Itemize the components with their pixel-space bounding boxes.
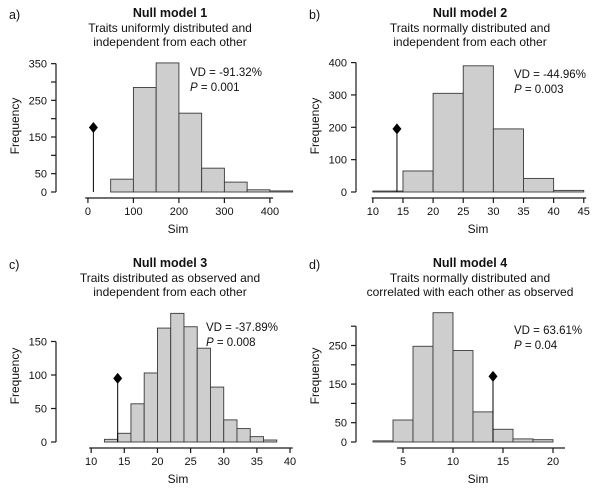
svg-text:5: 5 <box>399 456 407 468</box>
p-value: P = 0.001 <box>190 82 240 94</box>
svg-text:150: 150 <box>28 336 47 349</box>
svg-text:150: 150 <box>28 132 47 144</box>
svg-text:40: 40 <box>283 456 297 468</box>
stats-annotation <box>514 68 586 98</box>
svg-text:0: 0 <box>340 187 347 199</box>
svg-text:35: 35 <box>517 206 530 218</box>
svg-text:250: 250 <box>28 95 47 108</box>
x-axis-label: Sim <box>467 222 489 236</box>
svg-text:15: 15 <box>396 206 410 218</box>
y-axis-label: Frequency <box>8 97 22 155</box>
panel-tag: a) <box>9 8 21 22</box>
svg-text:50: 50 <box>34 168 47 181</box>
vd-value: VD = -37.89% <box>206 322 278 334</box>
svg-text:10: 10 <box>446 456 460 468</box>
svg-text:30: 30 <box>487 206 500 218</box>
svg-text:300: 300 <box>328 89 347 102</box>
panel-subtitle-line1: Traits uniformly distributed and <box>88 20 252 35</box>
x-axis-label: Sim <box>167 222 189 236</box>
svg-text:35: 35 <box>250 456 264 468</box>
svg-text:15: 15 <box>118 456 131 468</box>
svg-text:0: 0 <box>340 437 347 449</box>
panel-d <box>300 250 600 500</box>
observed-value-diamond-marker <box>113 373 122 384</box>
svg-text:10: 10 <box>85 456 98 468</box>
observed-value-diamond-marker <box>392 123 401 134</box>
observed-value-diamond-marker <box>489 371 498 382</box>
panel-subtitle-line1: Traits distributed as observed and <box>79 270 261 285</box>
svg-text:0: 0 <box>40 187 47 199</box>
svg-text:20: 20 <box>151 456 164 468</box>
svg-text:200: 200 <box>169 206 189 218</box>
panel-subtitle-line2: independent from each other <box>93 285 247 299</box>
svg-text:400: 400 <box>328 57 347 70</box>
observed-value-diamond-marker <box>89 122 98 133</box>
stats-annotation <box>206 321 278 351</box>
stats-annotation <box>514 324 582 354</box>
svg-text:50: 50 <box>334 417 347 430</box>
svg-text:0: 0 <box>40 437 47 449</box>
svg-text:250: 250 <box>328 340 347 353</box>
y-axis-label: Frequency <box>308 347 322 405</box>
histogram-plot-c <box>0 250 300 500</box>
svg-text:50: 50 <box>34 403 47 416</box>
svg-text:300: 300 <box>215 206 234 218</box>
panel-title: Null model 1 <box>132 6 208 20</box>
svg-text:350: 350 <box>28 58 47 71</box>
svg-text:100: 100 <box>28 369 47 382</box>
vd-value: VD = 63.61% <box>514 325 583 337</box>
panel-title: Null model 4 <box>432 256 508 270</box>
svg-text:10: 10 <box>366 206 379 218</box>
svg-text:15: 15 <box>496 456 510 468</box>
panel-subtitle-line1: Traits normally distributed and <box>389 270 551 285</box>
histogram-plot-a <box>0 0 300 250</box>
svg-text:100: 100 <box>124 206 143 218</box>
svg-text:0: 0 <box>84 206 91 218</box>
svg-text:200: 200 <box>328 122 347 135</box>
panel-tag: b) <box>309 8 321 22</box>
panel-subtitle-line2: correlated with each other as observed <box>366 285 574 299</box>
svg-text:20: 20 <box>546 456 560 468</box>
histogram-plot-b <box>300 0 600 250</box>
panel-subtitle-line2: independent from each other <box>393 35 547 49</box>
svg-text:40: 40 <box>547 206 560 218</box>
svg-text:25: 25 <box>457 206 470 218</box>
y-axis-label: Frequency <box>8 347 22 405</box>
vd-value: VD = -44.96% <box>514 69 586 81</box>
x-axis-label: Sim <box>167 472 189 486</box>
p-value: P = 0.04 <box>514 340 558 352</box>
p-value: P = 0.003 <box>514 84 564 96</box>
svg-text:100: 100 <box>328 154 347 167</box>
p-value: P = 0.008 <box>206 337 256 349</box>
panel-subtitle-line2: independent from each other <box>93 35 247 49</box>
svg-text:400: 400 <box>260 206 280 218</box>
panel-title: Null model 2 <box>432 6 508 20</box>
svg-text:45: 45 <box>577 206 590 218</box>
panel-tag: c) <box>9 258 20 272</box>
panel-a <box>0 0 300 250</box>
y-axis-label: Frequency <box>308 97 322 155</box>
x-axis-label: Sim <box>467 472 489 486</box>
svg-text:20: 20 <box>426 206 440 218</box>
panel-tag: d) <box>309 258 321 272</box>
histogram-plot-d <box>300 250 600 500</box>
svg-text:150: 150 <box>328 379 347 392</box>
panel-title: Null model 3 <box>132 256 208 270</box>
panel-b <box>300 0 600 250</box>
svg-text:30: 30 <box>217 456 230 468</box>
svg-text:25: 25 <box>184 456 197 468</box>
panel-c <box>0 250 300 500</box>
stats-annotation <box>190 66 262 96</box>
panel-subtitle-line1: Traits normally distributed and <box>389 20 551 35</box>
vd-value: VD = -91.32% <box>190 67 262 79</box>
